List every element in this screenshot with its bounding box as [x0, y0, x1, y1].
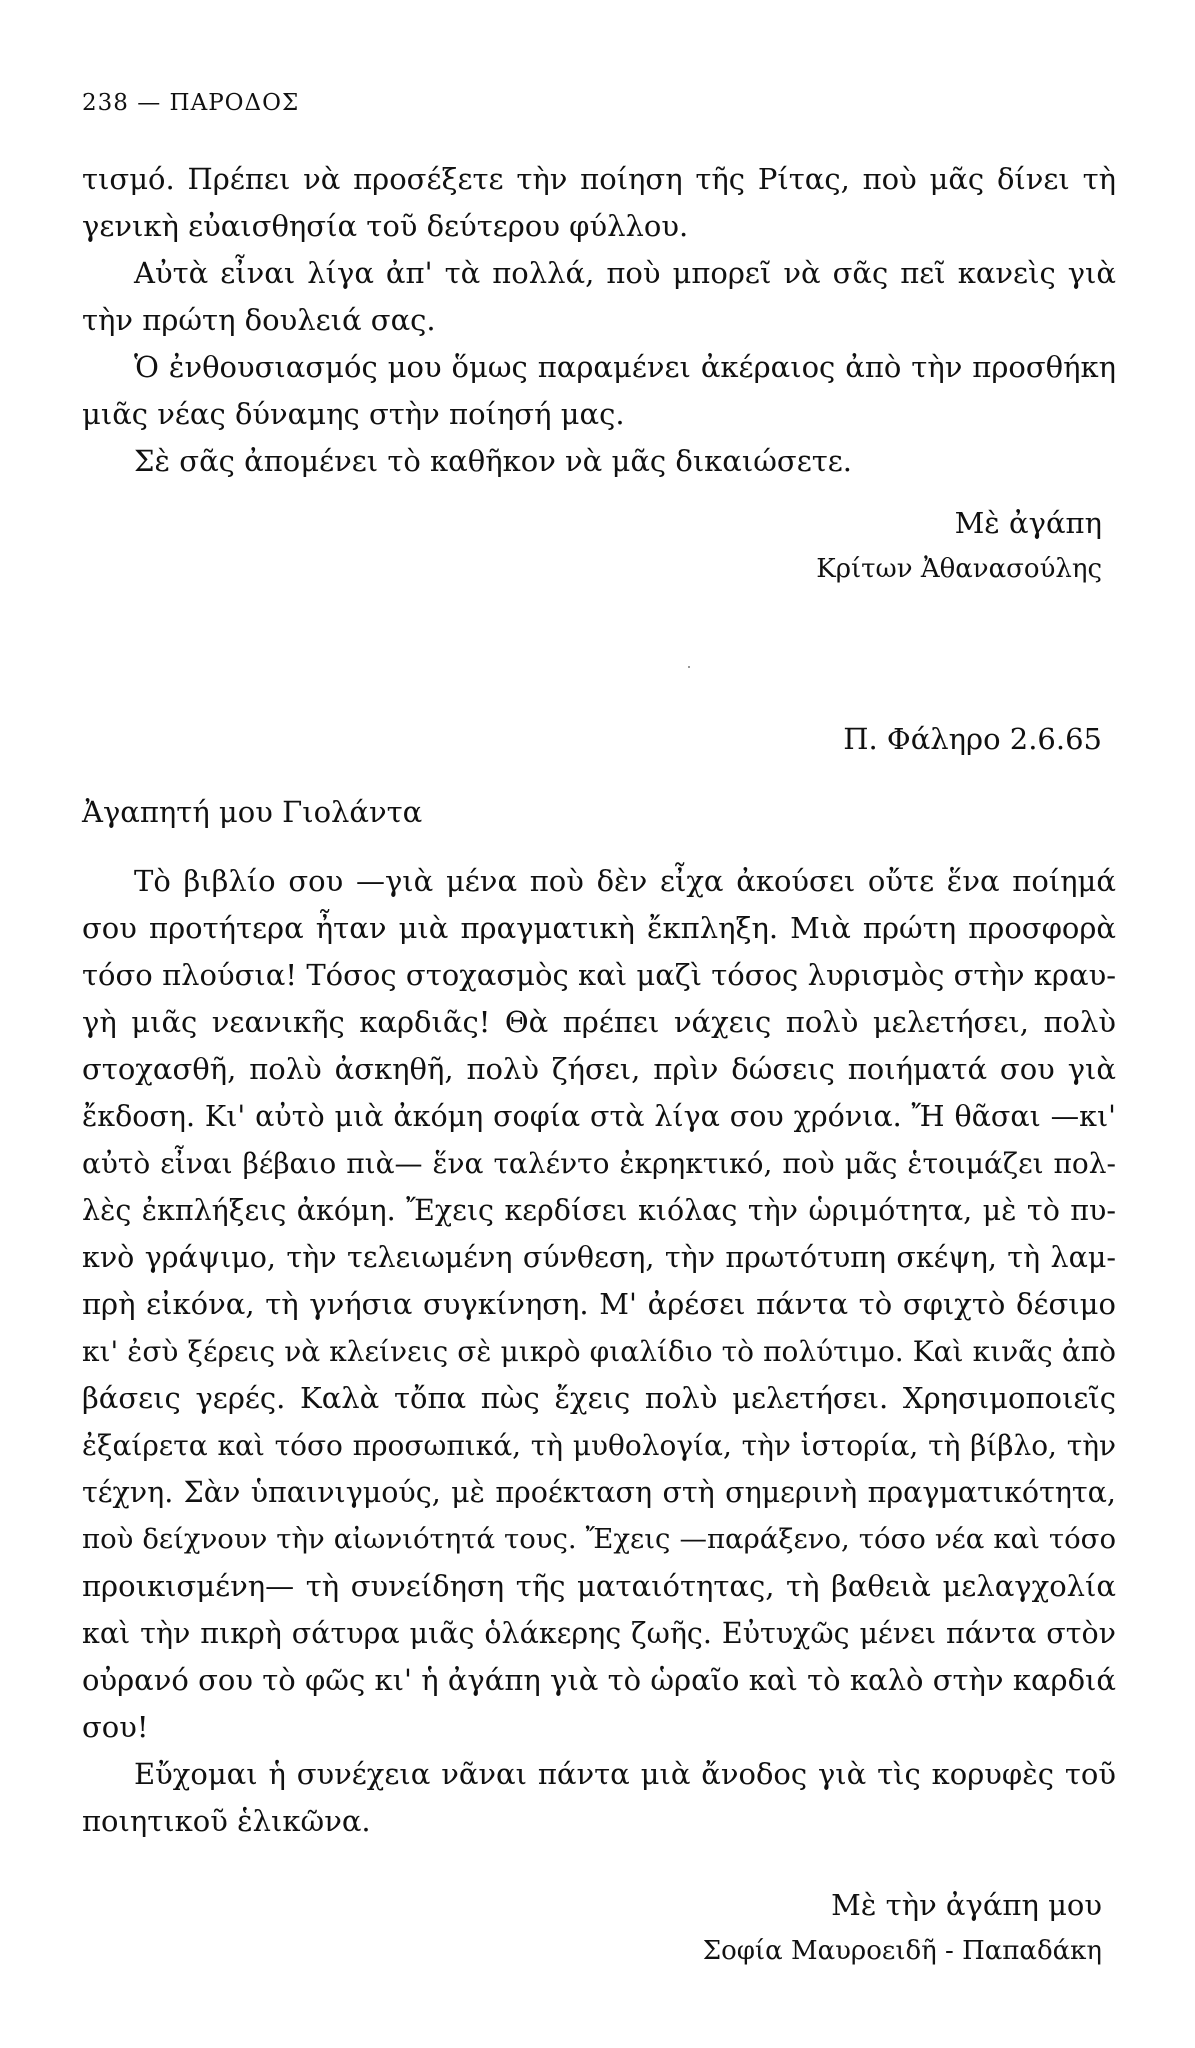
- print-speck: [688, 666, 690, 668]
- letter-2-body: [82, 858, 1116, 1845]
- text-line: οὐρανό σου τὸ φῶς κι' ἡ ἀγάπη γιὰ τὸ ὡραῖο καὶ τὸ καλὸ στὴν καρδιά: [82, 1663, 1116, 1697]
- text-line: τόσο πλούσια! Τόσος στοχασμὸς καὶ μαζὶ τόσος λυρισμὸς στὴν κραυ-: [82, 958, 1116, 992]
- running-head: 238 — ΠΑΡΟΔΟΣ: [82, 90, 300, 116]
- text-line: Ὁ ἐνθουσιασμός μου ὅμως παραμένει ἀκέραιος ἀπὸ τὴν προσθήκη: [134, 350, 1116, 384]
- letter-2-salutation: Ἀγαπητή μου Γιολάντα: [82, 795, 423, 829]
- text-line: καὶ τὴν πικρὴ σάτυρα μιᾶς ὁλάκερης ζωῆς. Εὐτυχῶς μένει πάντα στὸν: [82, 1617, 1116, 1650]
- text-line: κνὸ γράψιμο, τὴν τελειωμένη σύνθεση, τὴν πρωτότυπη σκέψη, τὴ λαμ-: [82, 1241, 1116, 1274]
- text-line: σου!: [82, 1710, 149, 1744]
- letter-2-dateline: Π. Φάληρο 2.6.65: [843, 722, 1102, 756]
- text-line: Τὸ βιβλίο σου —γιὰ μένα ποὺ δὲν εἶχα ἀκούσει οὔτε ἕνα ποίημά: [134, 864, 1116, 898]
- text-line: τισμό. Πρέπει νὰ προσέξετε τὴν ποίηση τῆς Ρίτας, ποὺ μᾶς δίνει τὴ: [82, 162, 1116, 196]
- letter-2-signature-block: [703, 1882, 1102, 1974]
- text-line: γενικὴ εὐαισθησία τοῦ δεύτερου φύλλου.: [82, 209, 689, 243]
- letter-2-closing: Μὲ τὴν ἀγάπη μου: [831, 1888, 1102, 1922]
- text-line: βάσεις γερές. Καλὰ τὄπα πὼς ἔχεις πολὺ μελετήσει. Χρησιμοποιεῖς: [82, 1381, 1116, 1415]
- letter-1-body: [82, 156, 1116, 485]
- text-line: στοχασθῆ, πολὺ ἀσκηθῆ, πολὺ ζήσει, πρὶν δώσεις ποιήματά σου γιὰ: [82, 1052, 1116, 1086]
- text-line: ἔκδοση. Κι' αὐτὸ μιὰ ἀκόμη σοφία στὰ λίγα σου χρόνια. Ἤ θᾶσαι —κι': [82, 1100, 1116, 1133]
- text-line: γὴ μιᾶς νεανικῆς καρδιᾶς! Θὰ πρέπει νάχεις πολὺ μελετήσει, πολὺ: [82, 1005, 1116, 1039]
- text-line: ἐξαίρετα καὶ τόσο προσωπικά, τὴ μυθολογία, τὴν ἱστορία, τὴ βίβλο, τὴν: [82, 1429, 1116, 1462]
- text-line: Σὲ σᾶς ἀπομένει τὸ καθῆκον νὰ μᾶς δικαιώσετε.: [134, 444, 853, 478]
- letter-2-signature: Σοφία Μαυροειδῆ - Παπαδάκη: [702, 1936, 1102, 1966]
- text-line: τέχνη. Σὰν ὑπαινιγμούς, μὲ προέκταση στὴ σημερινὴ πραγματικότητα,: [82, 1476, 1116, 1509]
- letter-1-signature-block: [816, 500, 1102, 592]
- text-line: ποιητικοῦ ἑλικῶνα.: [82, 1804, 371, 1838]
- letter-1-signature: Κρίτων Ἀθανασούλης: [816, 554, 1102, 584]
- text-line: λὲς ἐκπλήξεις ἀκόμη. Ἔχεις κερδίσει κιόλας τὴν ὡριμότητα, μὲ τὸ πυ-: [82, 1194, 1116, 1227]
- text-line: σου προτήτερα ἦταν μιὰ πραγματικὴ ἔκπληξη. Μιὰ πρώτη προσφορὰ: [82, 911, 1116, 945]
- text-line: πρὴ εἰκόνα, τὴ γνήσια συγκίνηση. Μ' ἀρέσει πάντα τὸ σφιχτὸ δέσιμο: [82, 1287, 1116, 1321]
- text-line: Αὐτὰ εἶναι λίγα ἀπ' τὰ πολλά, ποὺ μπορεῖ νὰ σᾶς πεῖ κανεὶς γιὰ: [134, 256, 1116, 290]
- text-line: αὐτὸ εἶναι βέβαιο πιὰ— ἕνα ταλέντο ἐκρηκτικό, ποὺ μᾶς ἑτοιμάζει πολ-: [82, 1147, 1116, 1180]
- letter-1-closing: Μὲ ἀγάπη: [954, 506, 1102, 540]
- text-line: προικισμένη— τὴ συνείδηση τῆς ματαιότητας, τὴ βαθειὰ μελαγχολία: [82, 1569, 1116, 1603]
- text-line: τὴν πρώτη δουλειά σας.: [82, 303, 436, 337]
- text-line: ποὺ δείχνουν τὴν αἰωνιότητά τους. Ἔχεις —παράξενο, τόσο νέα καὶ τόσο: [82, 1523, 1116, 1555]
- text-line: Εὔχομαι ἡ συνέχεια νᾶναι πάντα μιὰ ἄνοδος γιὰ τὶς κορυφὲς τοῦ: [134, 1757, 1116, 1791]
- text-line: μιᾶς νέας δύναμης στὴν ποίησή μας.: [82, 397, 625, 431]
- text-line: κι' ἐσὺ ξέρεις νὰ κλείνεις σὲ μικρὸ φιαλίδιο τὸ πολύτιμο. Καὶ κινᾶς ἀπὸ: [82, 1335, 1116, 1368]
